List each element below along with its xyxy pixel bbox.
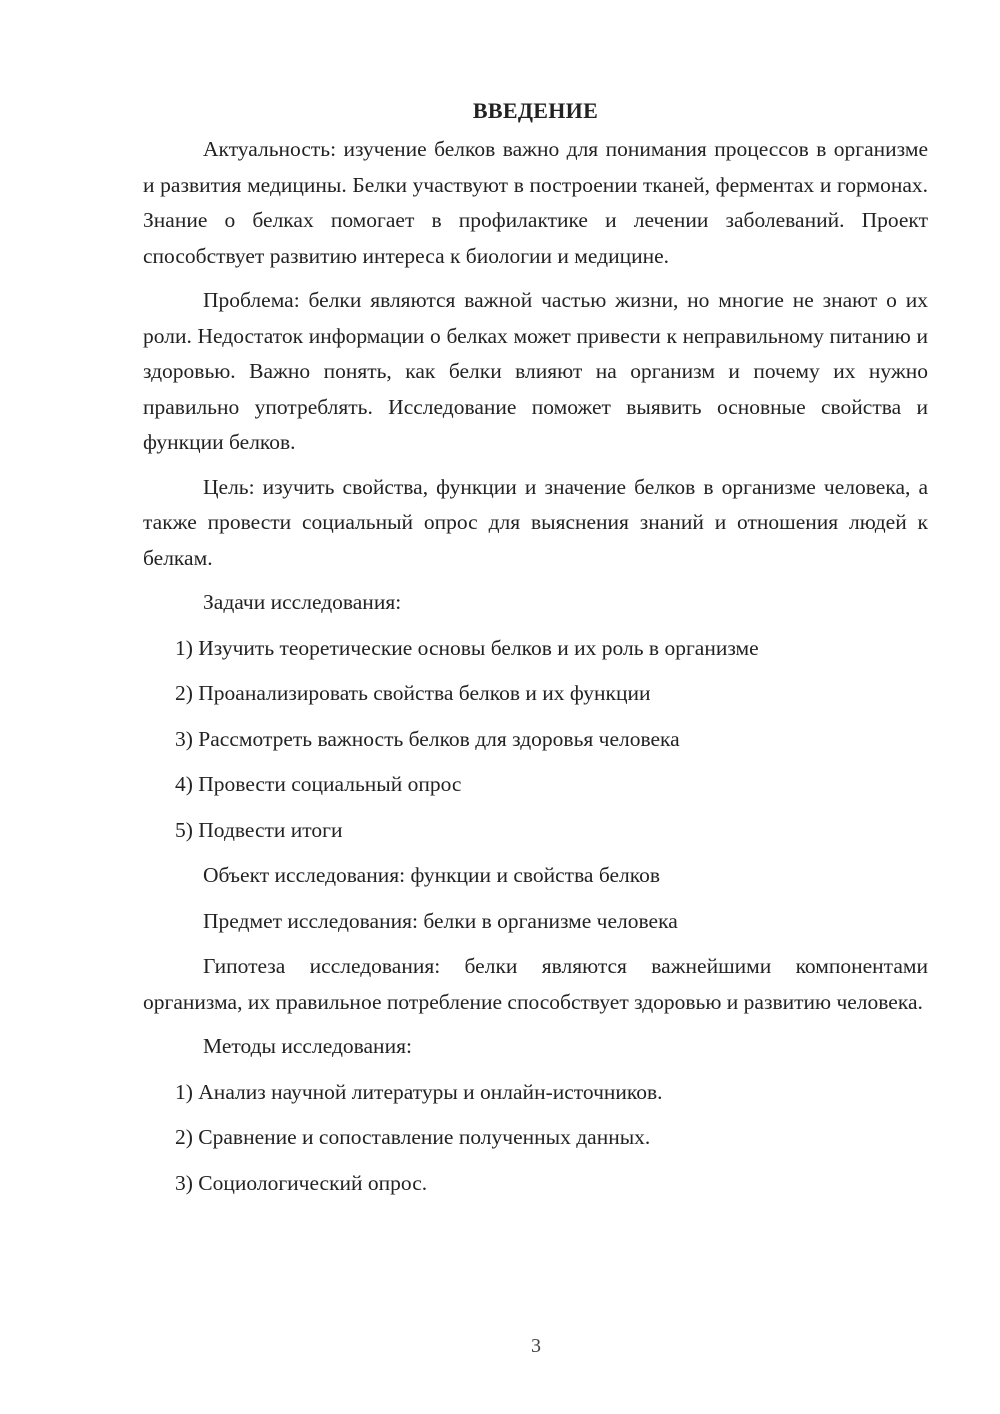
- tasks-heading: Задачи исследования:: [203, 590, 402, 614]
- task-item: 1) Изучить теоретические основы белков и их роль в организме: [175, 635, 759, 660]
- section-title: ВВЕДЕНИЕ: [472, 98, 599, 123]
- tasks-list: [143, 631, 928, 849]
- method-item: 3) Социологический опрос.: [175, 1170, 428, 1195]
- methods-list: [143, 1075, 928, 1202]
- problem-paragraph: Проблема: белки являются важной частью жизни, но многие не знают о их роли. Недостаток информации о белках может привести к неправильному питанию и здоровью. Важно понять, как белки влияют на организм и почему их нужно правильно употреблять. Исследование поможет выявить основные свойства и функции белков.: [143, 288, 928, 454]
- task-item: 2) Проанализировать свойства белков и их функции: [175, 681, 651, 705]
- research-object: Объект исследования: функции и свойства белков: [203, 863, 661, 887]
- page-number: 3: [531, 1335, 541, 1357]
- method-item: 1) Анализ научной литературы и онлайн-источников.: [175, 1079, 663, 1104]
- hypothesis-paragraph: Гипотеза исследования: белки являются важнейшими компонентами организма, их правильное потребление способствует здоровью и развитию человека.: [143, 954, 928, 1014]
- task-item: 5) Подвести итоги: [175, 817, 343, 842]
- page-content: [143, 96, 928, 1211]
- relevance-paragraph: Актуальность: изучение белков важно для понимания процессов в организме и развития медицины. Белки участвуют в построении тканей, ферментах и гормонах. Знание о белках помогает в профилактике и лечении заболеваний. Проект способствует развитию интереса к биологии и медицине.: [143, 137, 928, 268]
- task-item: 3) Рассмотреть важность белков для здоровья человека: [175, 726, 680, 751]
- methods-heading: Методы исследования:: [203, 1034, 412, 1058]
- method-item: 2) Сравнение и сопоставление полученных данных.: [175, 1125, 651, 1149]
- research-subject: Предмет исследования: белки в организме человека: [203, 908, 678, 933]
- goal-paragraph: Цель: изучить свойства, функции и значение белков в организме человека, а также провести социальный опрос для выяснения знаний и отношения людей к белкам.: [143, 474, 928, 570]
- task-item: 4) Провести социальный опрос: [175, 772, 462, 796]
